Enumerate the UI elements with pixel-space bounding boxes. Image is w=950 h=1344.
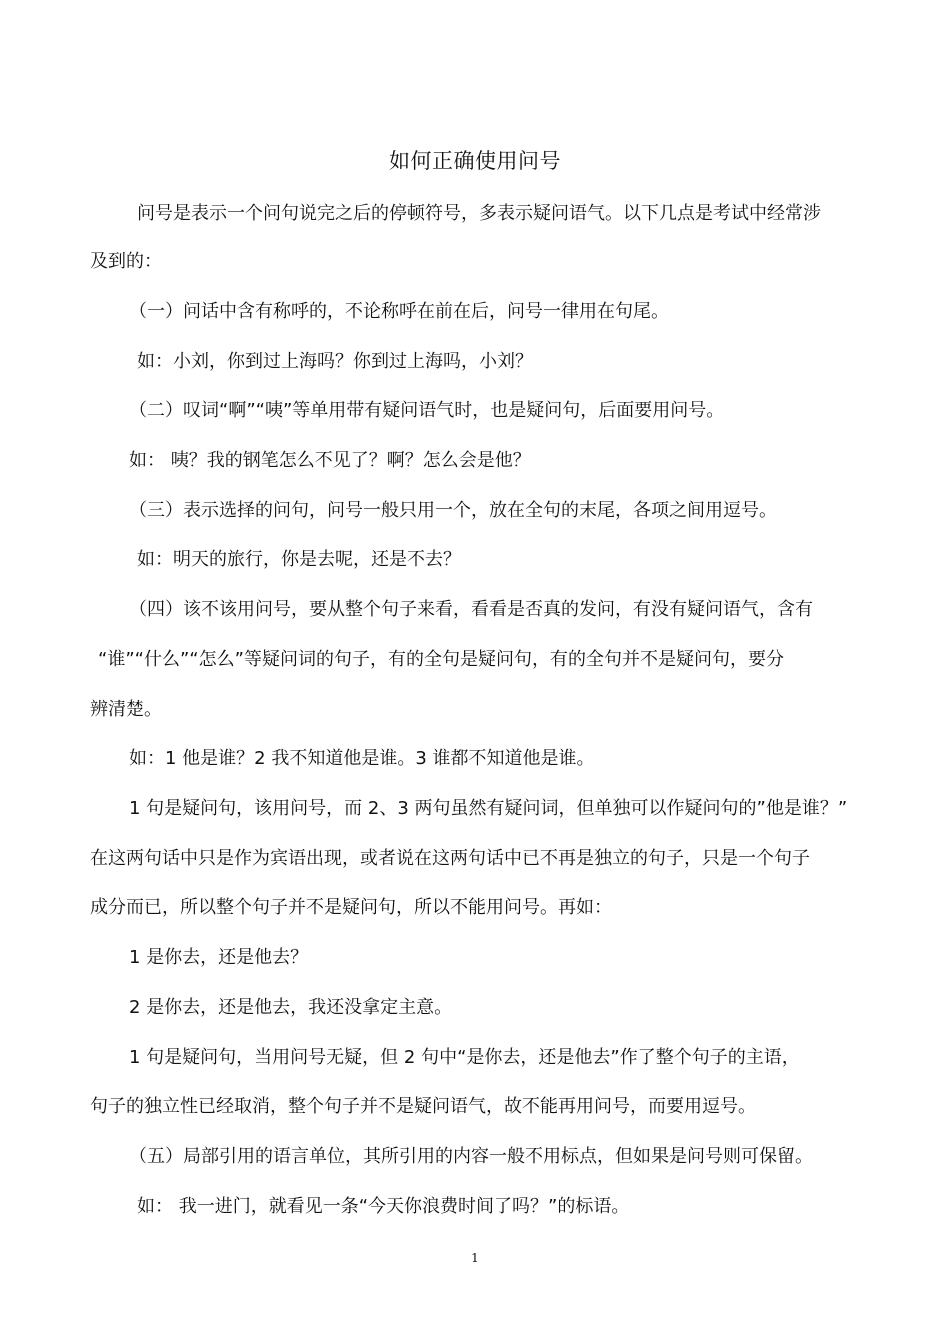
paragraph-line: 1 句是疑问句，该用问号，而 2、3 两句虽然有疑问词，但单独可以作疑问句的”他是谁？” bbox=[129, 798, 848, 819]
paragraph-line: （四）该不该用问号，要从整个句子来看，看看是否真的发问，有没有疑问语气，含有 bbox=[129, 599, 813, 620]
paragraph-line: 1 是你去，还是他去？ bbox=[129, 947, 309, 968]
paragraph-line: 2 是你去，还是他去，我还没拿定主意。 bbox=[129, 997, 453, 1018]
paragraph-line: 如：小刘，你到过上海吗？你到过上海吗，小刘？ bbox=[137, 351, 533, 372]
paragraph-line: （五）局部引用的语言单位，其所引用的内容一般不用标点，但如果是问号则可保留。 bbox=[129, 1146, 813, 1167]
paragraph-line: （三）表示选择的问句，问号一般只用一个，放在全句的末尾，各项之间用逗号。 bbox=[129, 500, 777, 521]
paragraph-line: 1 句是疑问句，当用问号无疑，但 2 句中“是你去，还是他去”作了整个句子的主语， bbox=[129, 1047, 800, 1068]
paragraph-line: 及到的： bbox=[90, 251, 162, 272]
paragraph-line: （二）叹词“啊”“咦”等单用带有疑问语气时，也是疑问句，后面要用问号。 bbox=[129, 400, 725, 421]
paragraph-line: 句子的独立性已经取消，整个句子并不是疑问语气，故不能再用问号，而要用逗号。 bbox=[90, 1096, 756, 1117]
paragraph-line: 如：1 他是谁？2 我不知道他是谁。3 谁都不知道他是谁。 bbox=[129, 748, 595, 769]
document-title: 如何正确使用问号 bbox=[389, 149, 561, 173]
paragraph-line: “谁”“什么”“怎么”等疑问词的句子，有的全句是疑问句，有的全句并不是疑问句，要分 bbox=[98, 649, 784, 670]
paragraph-line: 如： 咦？我的钢笔怎么不见了？啊？怎么会是他？ bbox=[129, 450, 531, 471]
paragraph-line: 问号是表示一个问句说完之后的停顿符号，多表示疑问语气。以下几点是考试中经常涉 bbox=[137, 203, 821, 224]
page-number: 1 bbox=[471, 1251, 479, 1265]
paragraph-line: （一）问话中含有称呼的，不论称呼在前在后，问号一律用在句尾。 bbox=[129, 301, 669, 322]
paragraph-line: 在这两句话中只是作为宾语出现，或者说在这两句话中已不再是独立的句子，只是一个句子 bbox=[90, 848, 810, 869]
paragraph-line: 如： 我一进门，就看见一条“今天你浪费时间了吗？”的标语。 bbox=[137, 1196, 630, 1217]
paragraph-line: 辨清楚。 bbox=[90, 699, 162, 720]
paragraph-line: 如：明天的旅行，你是去呢，还是不去？ bbox=[137, 549, 461, 570]
paragraph-line: 成分而已，所以整个句子并不是疑问句，所以不能用问号。再如： bbox=[90, 897, 612, 918]
